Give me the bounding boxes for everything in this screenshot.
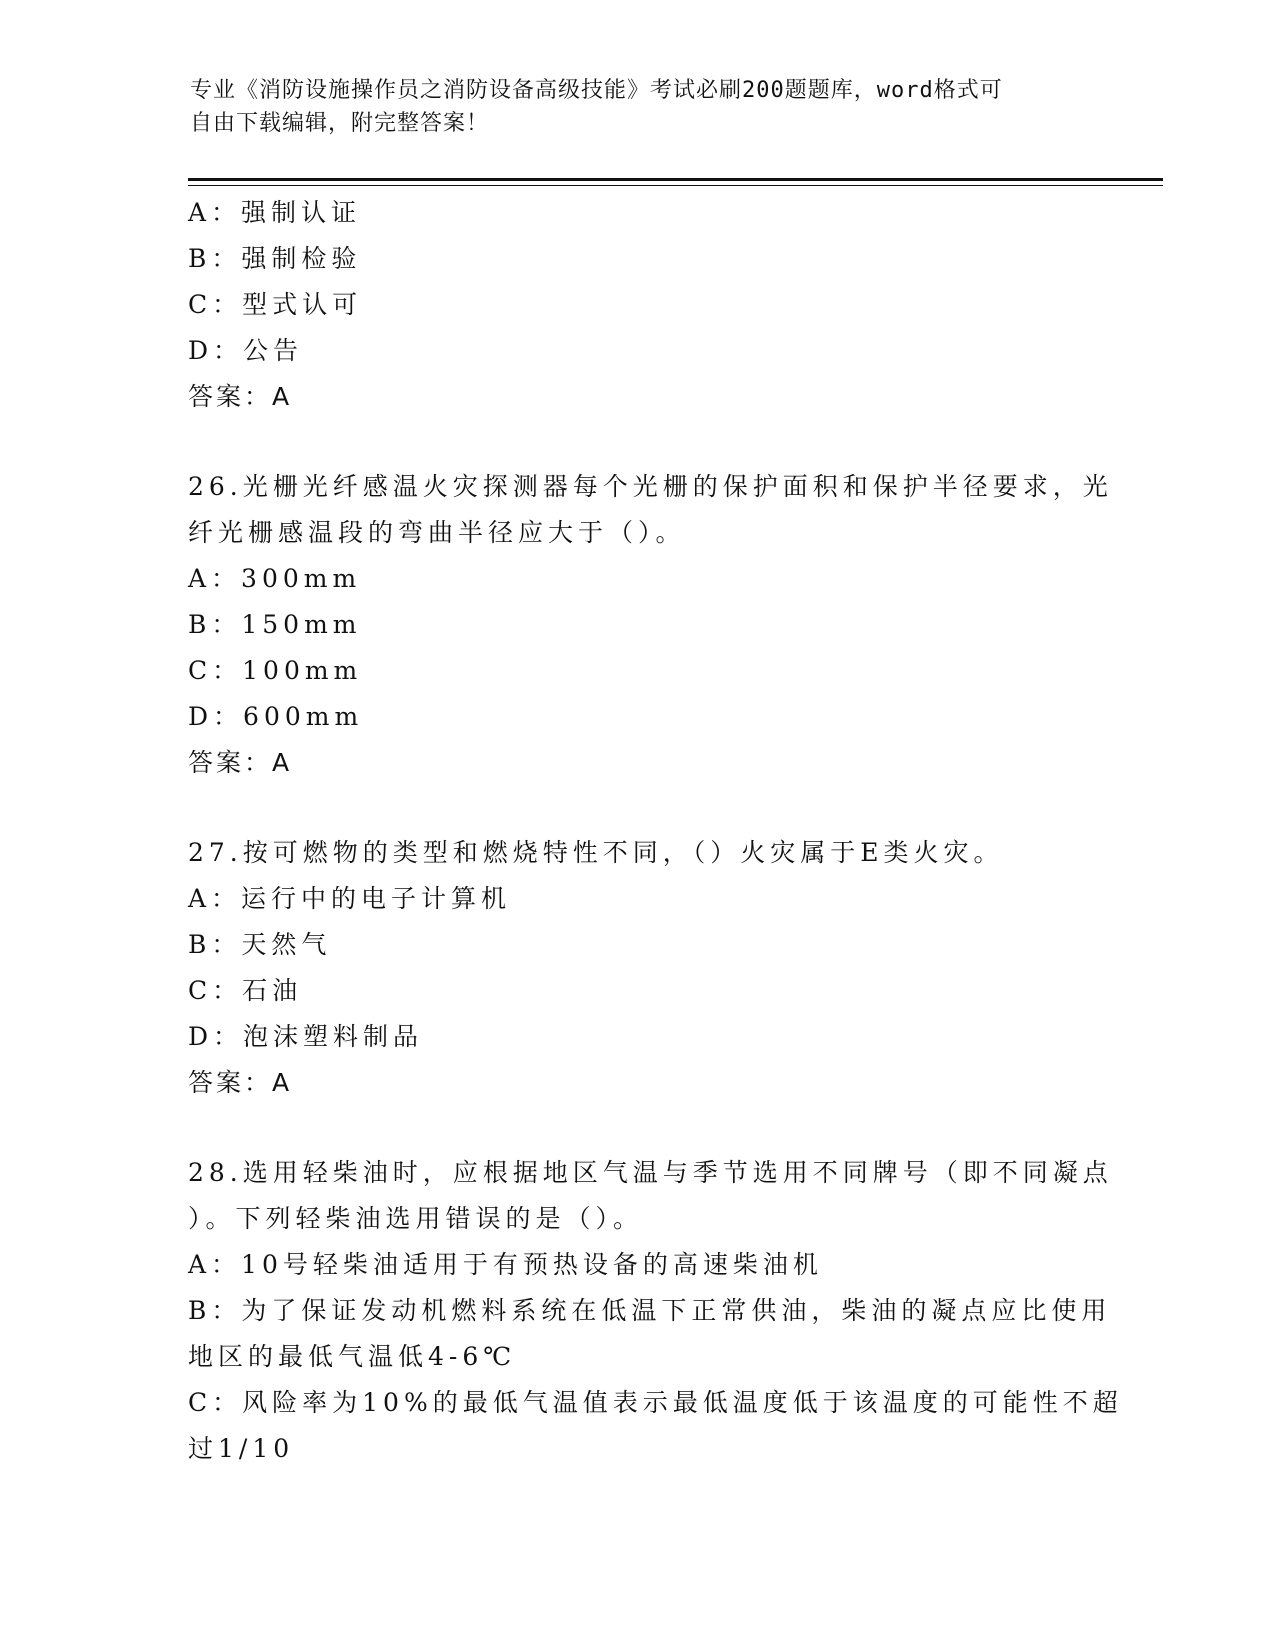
question-28 <box>188 1150 1123 1472</box>
document-header <box>190 74 1080 140</box>
question-stem-line-1: 28.选用轻柴油时，应根据地区气温与季节选用不同牌号（即不同凝点 <box>188 1158 1113 1187</box>
header-line-1: 专业《消防设施操作员之消防设备高级技能》考试必刷200题题库，word格式可 <box>190 78 1003 103</box>
option-a: A：10号轻柴油适用于有预热设备的高速柴油机 <box>188 1250 823 1279</box>
option-c-line-1: C：风险率为10%的最低气温值表示最低温度低于该温度的可能性不超 <box>188 1388 1123 1417</box>
option-b-line-2: 地区的最低气温低4-6℃ <box>188 1342 517 1371</box>
answer-line: 答案：A <box>188 748 293 777</box>
option-b: B：150mm <box>188 610 362 639</box>
option-d: D：600mm <box>188 702 364 731</box>
question-26 <box>188 464 1113 786</box>
option-c: C：石油 <box>188 976 303 1005</box>
option-a: A：运行中的电子计算机 <box>188 884 512 913</box>
question-27 <box>188 830 1088 1106</box>
answer-line: 答案：A <box>188 382 293 411</box>
question-stem-line-1: 27.按可燃物的类型和燃烧特性不同，（）火灾属于E类火灾。 <box>188 838 1004 867</box>
option-a: A：300mm <box>188 564 362 593</box>
question-stem-line-2: ）。下列轻柴油选用错误的是（）。 <box>188 1204 644 1233</box>
option-c: C：100mm <box>188 656 363 685</box>
option-c: C：型式认可 <box>188 290 363 319</box>
option-d: D：泡沫塑料制品 <box>188 1022 424 1051</box>
option-a: A：强制认证 <box>188 198 362 227</box>
question-stem-line-1: 26.光栅光纤感温火灾探测器每个光栅的保护面积和保护半径要求，光 <box>188 472 1113 501</box>
option-c-line-2: 过1/10 <box>188 1434 295 1463</box>
option-b: B：强制检验 <box>188 244 362 273</box>
option-b: B：天然气 <box>188 930 332 959</box>
question-25 <box>188 190 1088 420</box>
question-list <box>188 190 1123 1472</box>
header-line-2: 自由下载编辑，附完整答案！ <box>190 111 490 136</box>
option-b-line-1: B：为了保证发动机燃料系统在低温下正常供油，柴油的凝点应比使用 <box>188 1296 1112 1325</box>
header-divider-thin <box>188 185 1163 186</box>
question-stem-line-2: 纤光栅感温段的弯曲半径应大于（）。 <box>188 518 686 547</box>
header-divider-thick <box>188 178 1163 181</box>
option-d: D：公告 <box>188 336 304 365</box>
answer-line: 答案：A <box>188 1068 293 1097</box>
